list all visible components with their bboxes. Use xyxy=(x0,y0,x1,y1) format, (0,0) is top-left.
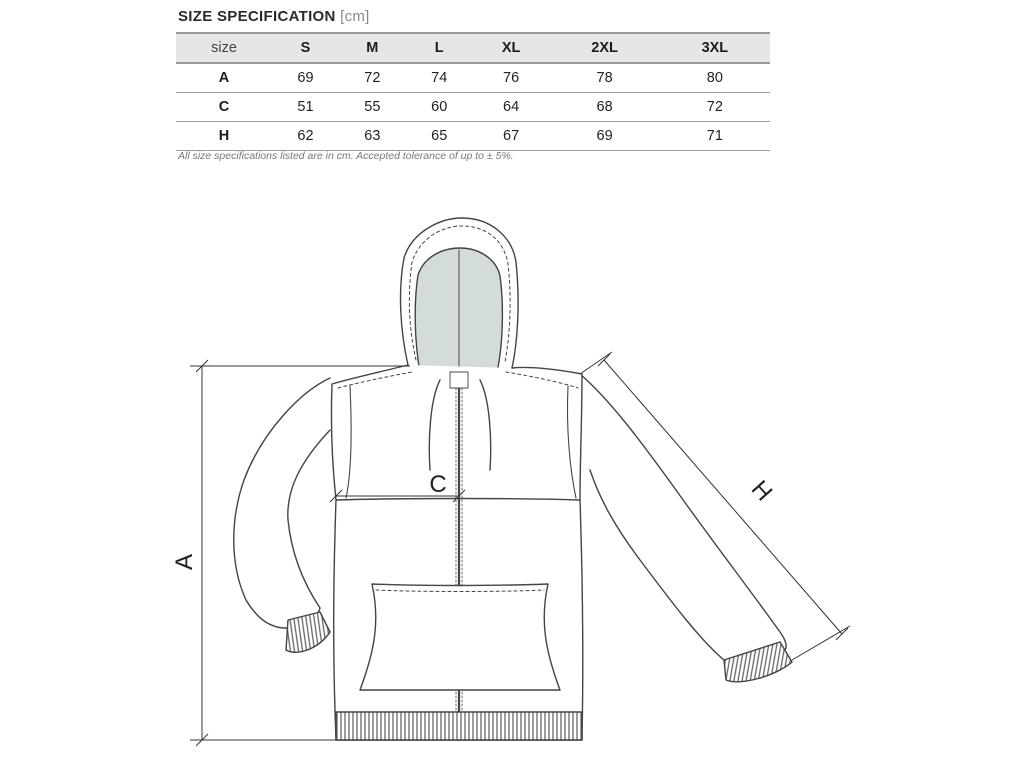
header-cell: L xyxy=(434,40,444,56)
dimension-h-label: H xyxy=(745,475,778,507)
kangaroo-pocket xyxy=(360,584,560,690)
table-cell: 69 xyxy=(596,128,613,144)
table-cell: 72 xyxy=(364,70,381,86)
table-cell: 69 xyxy=(297,70,314,86)
table-cell: 71 xyxy=(706,128,723,144)
hoodie-technical-drawing xyxy=(0,190,1024,768)
table-row xyxy=(176,122,770,151)
table-cell: 78 xyxy=(596,70,613,86)
right-sleeve xyxy=(580,374,786,664)
row-label: A xyxy=(218,70,230,86)
header-cell: S xyxy=(300,40,311,56)
table-header-row xyxy=(176,33,770,63)
table-cell: 76 xyxy=(503,70,520,86)
table-cell: 63 xyxy=(364,128,381,144)
size-spec-title xyxy=(178,8,370,25)
title-text: SIZE SPECIFICATION xyxy=(178,8,336,25)
table-cell: 67 xyxy=(503,128,520,144)
row-label: C xyxy=(218,99,230,115)
table-cell: 68 xyxy=(596,99,613,115)
table-cell: 62 xyxy=(297,128,314,144)
table-cell: 60 xyxy=(431,99,448,115)
table-cell: 51 xyxy=(297,99,314,115)
tolerance-note: All size specifications listed are in cm. Accepted tolerance of up to ± 5%. xyxy=(178,150,514,162)
table-cell: 65 xyxy=(431,128,448,144)
size-table xyxy=(176,32,770,151)
header-cell: 2XL xyxy=(591,40,618,56)
dimension-a-label: A xyxy=(171,553,198,571)
waistband-rib xyxy=(336,712,582,740)
neck-logo-tag xyxy=(450,372,468,388)
header-cell-size: size xyxy=(211,40,237,56)
title-unit: [cm] xyxy=(340,8,370,25)
header-cell: M xyxy=(366,40,379,56)
row-label: H xyxy=(218,128,230,144)
table-cell: 72 xyxy=(706,99,723,115)
table-row xyxy=(176,63,770,93)
dimension-c-label: C xyxy=(429,471,447,498)
header-cell: 3XL xyxy=(701,40,729,56)
header-cell: XL xyxy=(501,40,521,56)
table-cell: 80 xyxy=(706,70,723,86)
table-cell: 74 xyxy=(431,70,448,86)
left-sleeve xyxy=(234,378,330,628)
hoodie-illustration xyxy=(234,218,792,740)
table-cell: 55 xyxy=(364,99,381,115)
table-row xyxy=(176,93,770,122)
table-cell: 64 xyxy=(503,99,520,115)
